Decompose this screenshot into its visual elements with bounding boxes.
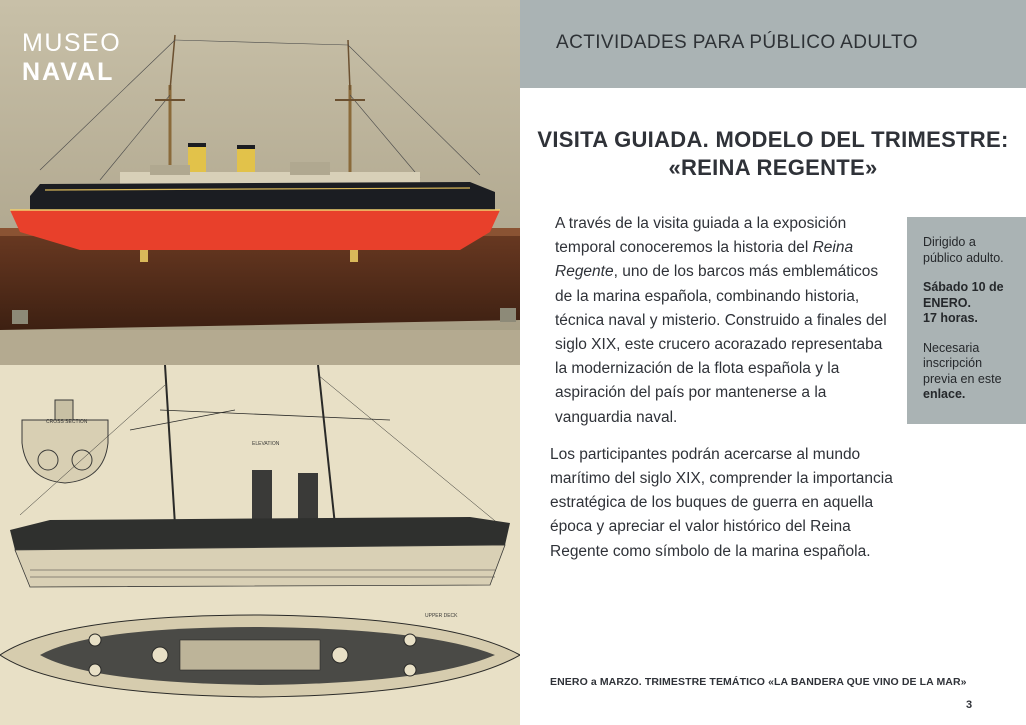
activity-title	[530, 126, 1016, 182]
museo-naval-logo	[22, 30, 121, 88]
description-paragraph-1	[555, 212, 895, 430]
p1-text-a: A través de la visita guiada a la exposición temporal conoceremos la historia del	[555, 215, 847, 257]
footer-theme-text: ENERO a MARZO. TRIMESTRE TEMÁTICO «LA BANDERA QUE VINO DE LA MAR»	[550, 676, 967, 688]
section-header-text: ACTIVIDADES PARA PÚBLICO ADULTO	[556, 32, 918, 53]
p1-text-b: , uno de los barcos más emblemáticos de la marina española, combinando historia, técnica naval y misterio. Construido a finales del siglo XIX, este crucero acorazado representaba la modernización de la flota española y la aspiración del país por mantenerse a la vanguardia naval.	[555, 263, 887, 426]
activity-title-line-2: «REINA REGENTE»	[668, 155, 878, 180]
activity-description	[550, 212, 895, 564]
ship-technical-drawing	[0, 365, 520, 725]
cross-section-label: CROSS SECTION	[46, 419, 88, 425]
elevation-label: ELEVATION	[252, 441, 280, 447]
registration-info	[923, 341, 1016, 403]
registration-link[interactable]: enlace.	[923, 387, 966, 401]
logo-line-2: NAVAL	[22, 58, 115, 86]
registration-text: Necesaria inscripción previa en este	[923, 340, 1002, 386]
description-paragraph-2: Los participantes podrán acercarse al mundo marítimo del siglo XIX, comprender la importancia estratégica de los buques de guerra en aquella época y apreciar el valor histórico del Reina Regente como símbolo de la marina española.	[550, 445, 893, 560]
activity-title-line-1: VISITA GUIADA. MODELO DEL TRIMESTRE:	[537, 127, 1009, 152]
ship-name-emphasis: Reina Regente	[555, 239, 854, 281]
section-header-band	[520, 0, 1026, 88]
activity-info-box	[907, 217, 1026, 424]
date-time-info	[923, 280, 1016, 327]
time-info: 17 horas.	[923, 311, 978, 325]
ship-blueprint-illustration	[0, 365, 520, 725]
logo-line-1: MUSEO	[22, 29, 122, 57]
audience-info: Dirigido a público adulto.	[923, 235, 1004, 265]
page-number: 3	[966, 699, 973, 711]
plan-view-label: UPPER DECK	[425, 613, 458, 619]
date-info: Sábado 10 de ENERO.	[923, 280, 1004, 310]
